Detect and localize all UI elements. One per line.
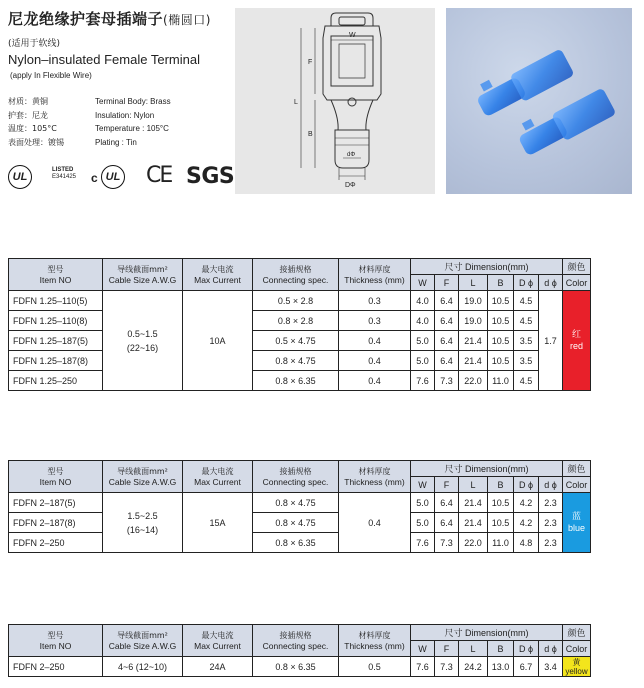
cell-l: 24.2 (459, 657, 488, 677)
color-zh: 黄 (572, 657, 581, 667)
cell-current: 15A (183, 493, 253, 553)
col-header-item-zh: 型号 (47, 264, 64, 274)
col-header-item (9, 625, 103, 657)
col-header-b: B (488, 275, 514, 291)
table-row (9, 493, 591, 513)
col-header-spec-en: Connecting spec. (262, 640, 329, 651)
col-header-color-en: Color (563, 477, 591, 493)
cell-spec: 0.8 × 6.35 (253, 533, 339, 553)
col-header-thickness (339, 461, 411, 493)
sgs-logo: SGS (186, 164, 235, 189)
cell-spec: 0.8 × 6.35 (253, 657, 339, 677)
col-header-item-zh: 型号 (47, 630, 64, 640)
cell-D: 4.5 (514, 371, 539, 391)
properties-zh (8, 95, 64, 149)
table-row (9, 331, 591, 351)
col-header-cable-zh: 导线截面mm² (117, 630, 168, 640)
cable-size-value: 1.5~2.5 (127, 510, 158, 521)
cell-spec: 0.5 × 2.8 (253, 291, 339, 311)
dim-label-b: B (308, 131, 313, 138)
cell-item: FDFN 2–250 (9, 533, 103, 553)
prop-material-zh: 材质：黄铜 (8, 97, 48, 106)
page-title-zh (8, 8, 211, 29)
col-header-item-en: Item NO (39, 476, 72, 487)
cell-w: 7.6 (411, 371, 435, 391)
cell-D: 4.5 (514, 311, 539, 331)
prop-material-en: Terminal Body: Brass (95, 97, 171, 106)
color-en: red (569, 340, 583, 351)
prop-plating-en: Plating : Tin (95, 137, 137, 147)
cell-thickness: 0.4 (339, 331, 411, 351)
prop-insulation-zh: 护套：尼龙 (8, 110, 48, 120)
col-header-current-en: Max Current (194, 476, 241, 487)
col-header-dimension: 尺寸 Dimension(mm) (411, 461, 563, 477)
cell-f: 6.4 (435, 311, 459, 331)
col-header-thickness (339, 259, 411, 291)
col-header-current (183, 625, 253, 657)
cell-f: 6.4 (435, 291, 459, 311)
col-header-spec (253, 461, 339, 493)
color-en: blue (567, 522, 585, 533)
ce-logo: CE (146, 163, 172, 188)
terminal-dimension-diagram (235, 8, 435, 194)
cell-D: 3.5 (514, 351, 539, 371)
col-header-d: d ϕ (539, 275, 563, 291)
col-header-color-zh: 颜色 (563, 625, 591, 641)
col-header-item (9, 259, 103, 291)
cell-D: 6.7 (514, 657, 539, 677)
col-header-color-zh: 颜色 (563, 259, 591, 275)
cell-current: 24A (183, 657, 253, 677)
prop-temperature-en: Temperature : 105°C (95, 124, 169, 133)
col-header-current-en: Max Current (194, 274, 241, 285)
cell-item: FDFN 1.25–110(8) (9, 311, 103, 331)
col-header-current-zh: 最大电流 (201, 630, 234, 640)
color-swatch-blue (563, 493, 591, 553)
cell-spec: 0.8 × 6.35 (253, 371, 339, 391)
col-header-cable-zh: 导线截面mm² (117, 264, 168, 274)
cell-spec: 0.8 × 4.75 (253, 513, 339, 533)
cell-f: 7.3 (435, 657, 459, 677)
col-header-b: B (488, 641, 514, 657)
col-header-D: D ϕ (514, 477, 539, 493)
cell-w: 5.0 (411, 493, 435, 513)
cell-d: 1.7 (539, 291, 563, 391)
cul-c-letter: c (91, 171, 98, 185)
col-header-color-zh: 颜色 (563, 461, 591, 477)
cell-l: 22.0 (459, 533, 488, 553)
cell-b: 10.5 (488, 331, 514, 351)
cell-l: 21.4 (459, 513, 488, 533)
col-header-current-zh: 最大电流 (201, 264, 234, 274)
cell-l: 21.4 (459, 331, 488, 351)
dim-label-d-large: DΦ (345, 182, 356, 189)
dim-label-f: F (308, 59, 313, 66)
col-header-spec-en: Connecting spec. (262, 476, 329, 487)
col-header-color-en: Color (563, 275, 591, 291)
cell-l: 19.0 (459, 291, 488, 311)
color-swatch-yellow (563, 657, 591, 677)
col-header-w: W (411, 641, 435, 657)
subtitle-zh: (适用于软线) (8, 39, 61, 49)
col-header-dimension: 尺寸 Dimension(mm) (411, 259, 563, 275)
spec-table-red (8, 258, 591, 391)
terminal-drawing (235, 8, 435, 194)
cell-d: 2.3 (539, 513, 563, 533)
color-swatch-red (563, 291, 591, 391)
col-header-spec-en: Connecting spec. (262, 274, 329, 285)
prop-insulation-en: Insulation: Nylon (95, 110, 155, 120)
cell-item: FDFN 2–187(8) (9, 513, 103, 533)
title-zh-main: 尼龙绝缘护套母插端子 (8, 10, 164, 28)
col-header-spec-zh: 接插规格 (279, 630, 312, 640)
cell-l: 22.0 (459, 371, 488, 391)
col-header-spec (253, 259, 339, 291)
color-zh: 红 (571, 329, 581, 340)
listed-label: LISTED (52, 167, 74, 173)
col-header-cable-en: Cable Size A.W.G (108, 640, 177, 651)
col-header-spec-zh: 接插规格 (279, 466, 312, 476)
col-header-d: d ϕ (539, 477, 563, 493)
col-header-current (183, 461, 253, 493)
col-header-l: L (459, 477, 488, 493)
col-header-thickness-zh: 材料厚度 (358, 466, 391, 476)
table-row (9, 351, 591, 371)
col-header-d: d ϕ (539, 641, 563, 657)
col-header-current-en: Max Current (194, 640, 241, 651)
cell-thickness: 0.5 (339, 657, 411, 677)
cell-cable-size (103, 493, 183, 553)
cell-D: 3.5 (514, 331, 539, 351)
col-header-D: D ϕ (514, 275, 539, 291)
cell-f: 6.4 (435, 513, 459, 533)
certification-logos (8, 163, 235, 195)
col-header-l: L (459, 275, 488, 291)
col-header-spec-zh: 接插规格 (279, 264, 312, 274)
col-header-thickness-zh: 材料厚度 (358, 264, 391, 274)
cell-thickness: 0.4 (339, 351, 411, 371)
col-header-cable (103, 461, 183, 493)
cell-w: 5.0 (411, 331, 435, 351)
col-header-w: W (411, 275, 435, 291)
properties-en (95, 95, 171, 149)
cell-spec: 0.8 × 4.75 (253, 493, 339, 513)
cell-current: 10A (183, 291, 253, 391)
cell-cable-size: 4~6 (12~10) (103, 657, 183, 677)
cell-w: 7.6 (411, 657, 435, 677)
cell-D: 4.5 (514, 291, 539, 311)
cell-item: FDFN 1.25–110(5) (9, 291, 103, 311)
col-header-dimension: 尺寸 Dimension(mm) (411, 625, 563, 641)
spec-table-blue (8, 460, 591, 553)
cell-D: 4.2 (514, 513, 539, 533)
cell-D: 4.8 (514, 533, 539, 553)
cell-spec: 0.5 × 4.75 (253, 331, 339, 351)
col-header-item (9, 461, 103, 493)
cell-item: FDFN 2–187(5) (9, 493, 103, 513)
col-header-cable (103, 259, 183, 291)
col-header-b: B (488, 477, 514, 493)
col-header-thickness-zh: 材料厚度 (358, 630, 391, 640)
ul-logo: UL (8, 165, 32, 189)
col-header-item-zh: 型号 (47, 466, 64, 476)
cell-spec: 0.8 × 4.75 (253, 351, 339, 371)
cell-f: 7.3 (435, 371, 459, 391)
product-photo (446, 8, 632, 194)
awg-value: (22~16) (126, 342, 159, 353)
cell-thickness: 0.3 (339, 311, 411, 331)
col-header-cable-en: Cable Size A.W.G (108, 274, 177, 285)
dim-label-l: L (294, 99, 298, 106)
cell-item: FDFN 1.25–187(8) (9, 351, 103, 371)
cell-b: 13.0 (488, 657, 514, 677)
col-header-color-en: Color (563, 641, 591, 657)
ul-listed-text (52, 167, 76, 181)
table-row (9, 533, 591, 553)
title-zh-suffix: (椭圆口) (163, 13, 211, 27)
col-header-current-zh: 最大电流 (201, 466, 234, 476)
cell-b: 10.5 (488, 351, 514, 371)
col-header-D: D ϕ (514, 641, 539, 657)
cell-b: 10.5 (488, 513, 514, 533)
cell-f: 6.4 (435, 331, 459, 351)
cell-b: 11.0 (488, 371, 514, 391)
col-header-f: F (435, 275, 459, 291)
cell-thickness: 0.4 (339, 371, 411, 391)
cell-f: 6.4 (435, 351, 459, 371)
col-header-cable-zh: 导线截面mm² (117, 466, 168, 476)
prop-temperature-zh: 温度：105°C (8, 124, 57, 133)
cell-b: 10.5 (488, 291, 514, 311)
cell-spec: 0.8 × 2.8 (253, 311, 339, 331)
terminal-photo-illustration (446, 8, 632, 194)
table-row (9, 371, 591, 391)
col-header-thickness (339, 625, 411, 657)
cable-size-value: 0.5~1.5 (127, 328, 158, 339)
cell-item: FDFN 1.25–187(5) (9, 331, 103, 351)
cell-thickness: 0.4 (339, 493, 411, 553)
cell-f: 7.3 (435, 533, 459, 553)
col-header-f: F (435, 477, 459, 493)
table-row (9, 311, 591, 331)
subtitle-en: (apply In Flexible Wire) (10, 71, 92, 80)
cell-b: 11.0 (488, 533, 514, 553)
cell-w: 7.6 (411, 533, 435, 553)
cell-l: 21.4 (459, 493, 488, 513)
cell-item: FDFN 2–250 (9, 657, 103, 677)
dim-label-w: W (349, 32, 356, 39)
cell-f: 6.4 (435, 493, 459, 513)
table-row (9, 291, 591, 311)
cell-item: FDFN 1.25–250 (9, 371, 103, 391)
col-header-thickness-en: Thickness (mm) (344, 640, 405, 651)
cell-d: 2.3 (539, 493, 563, 513)
col-header-cable (103, 625, 183, 657)
cell-D: 4.2 (514, 493, 539, 513)
cell-b: 10.5 (488, 311, 514, 331)
table-row (9, 657, 591, 677)
cell-d: 3.4 (539, 657, 563, 677)
col-header-item-en: Item NO (39, 274, 72, 285)
cell-cable-size (103, 291, 183, 391)
col-header-thickness-en: Thickness (mm) (344, 476, 405, 487)
cell-thickness: 0.3 (339, 291, 411, 311)
prop-plating-zh: 表面处理：镀锡 (8, 137, 64, 147)
col-header-thickness-en: Thickness (mm) (344, 274, 405, 285)
cell-l: 21.4 (459, 351, 488, 371)
page-title-en: Nylon–insulated Female Terminal (8, 52, 200, 67)
col-header-spec (253, 625, 339, 657)
col-header-item-en: Item NO (39, 640, 72, 651)
cell-w: 5.0 (411, 351, 435, 371)
cell-b: 10.5 (488, 493, 514, 513)
cell-l: 19.0 (459, 311, 488, 331)
awg-value: (16~14) (126, 524, 159, 535)
col-header-l: L (459, 641, 488, 657)
color-en: yellow (565, 666, 588, 676)
cul-logo: UL (101, 165, 125, 189)
table-row (9, 513, 591, 533)
dim-label-d-small: dΦ (347, 152, 356, 158)
col-header-current (183, 259, 253, 291)
cell-w: 5.0 (411, 513, 435, 533)
color-zh: 蓝 (571, 511, 581, 522)
col-header-w: W (411, 477, 435, 493)
cell-d: 2.3 (539, 533, 563, 553)
cell-w: 4.0 (411, 311, 435, 331)
col-header-cable-en: Cable Size A.W.G (108, 476, 177, 487)
col-header-f: F (435, 641, 459, 657)
cell-w: 4.0 (411, 291, 435, 311)
spec-table-yellow (8, 624, 591, 677)
listed-number: E341425 (52, 174, 77, 180)
